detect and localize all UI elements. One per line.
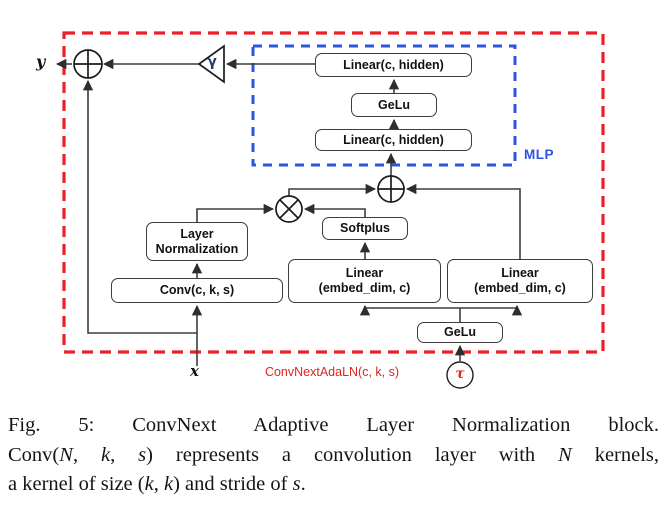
caption-var: k (144, 473, 154, 495)
caption-text: ) represents a convolution layer with (146, 443, 559, 466)
box-label-line2: Normalization (155, 241, 239, 256)
figure-caption (8, 411, 659, 500)
layer-normalization-box (146, 222, 248, 261)
caption-text: Fig. 5: ConvNext Adaptive Layer Normalization block. (8, 414, 659, 436)
gelu-bottom-box (417, 322, 503, 343)
box-label: Conv(c, k, s) (159, 283, 235, 298)
box-label: Softplus (340, 221, 390, 236)
box-label-line1: Linear (501, 266, 539, 281)
wire-gelu-split (365, 308, 517, 322)
caption-text: , (110, 443, 139, 466)
softplus-box (322, 217, 408, 240)
wire-linear-right-to-add2 (407, 189, 520, 259)
caption-text: , (72, 443, 101, 466)
box-label: GeLu (378, 97, 410, 112)
box-label: GeLu (444, 325, 476, 340)
caption-var: N (558, 443, 572, 466)
caption-line-1 (8, 411, 659, 441)
caption-var: s (292, 473, 301, 495)
linear-embed-left-box (288, 259, 441, 303)
caption-var: s (138, 443, 147, 466)
box-label-line2: (embed_dim, c) (318, 281, 411, 295)
caption-var: N (59, 443, 73, 466)
caption-text: a kernel of size ( (8, 473, 145, 495)
caption-var: k (163, 473, 174, 495)
adaln-block-red-dashed-border (64, 33, 603, 352)
box-label: Linear(c, hidden) (343, 57, 444, 72)
mlp-label: MLP (524, 147, 554, 162)
box-label-line1: Layer (180, 226, 214, 241)
wire-layernorm-to-multiply (197, 209, 273, 222)
linear-c-hidden-bottom-box (315, 129, 472, 151)
timestep-tau-label: τ (455, 366, 465, 382)
caption-line-3 (8, 470, 659, 500)
caption-text: ) and stride of (173, 473, 293, 495)
box-label-line1: Linear (345, 266, 384, 281)
caption-text: , (153, 473, 164, 495)
gelu-mlp-box (351, 93, 437, 117)
gamma-gain-label: γ (207, 54, 217, 70)
linear-c-hidden-top-box (315, 53, 472, 77)
box-label-line2: (embed_dim, c) (474, 281, 566, 295)
caption-line-2 (8, 441, 659, 471)
input-x-label: x (190, 362, 199, 380)
wire-softplus-to-multiply (305, 209, 365, 217)
caption-text: . (300, 473, 306, 495)
conv-box (111, 278, 283, 303)
block-name-label: ConvNextAdaLN(c, k, s) (264, 365, 400, 379)
caption-text: Conv( (8, 443, 60, 466)
output-y-label: y (36, 52, 46, 71)
wire-multiply-to-add2 (289, 189, 375, 196)
linear-embed-right-box (447, 259, 593, 303)
caption-text: kernels, (571, 443, 660, 466)
caption-var: k (101, 443, 111, 466)
box-label: Linear(c, hidden) (343, 132, 444, 147)
